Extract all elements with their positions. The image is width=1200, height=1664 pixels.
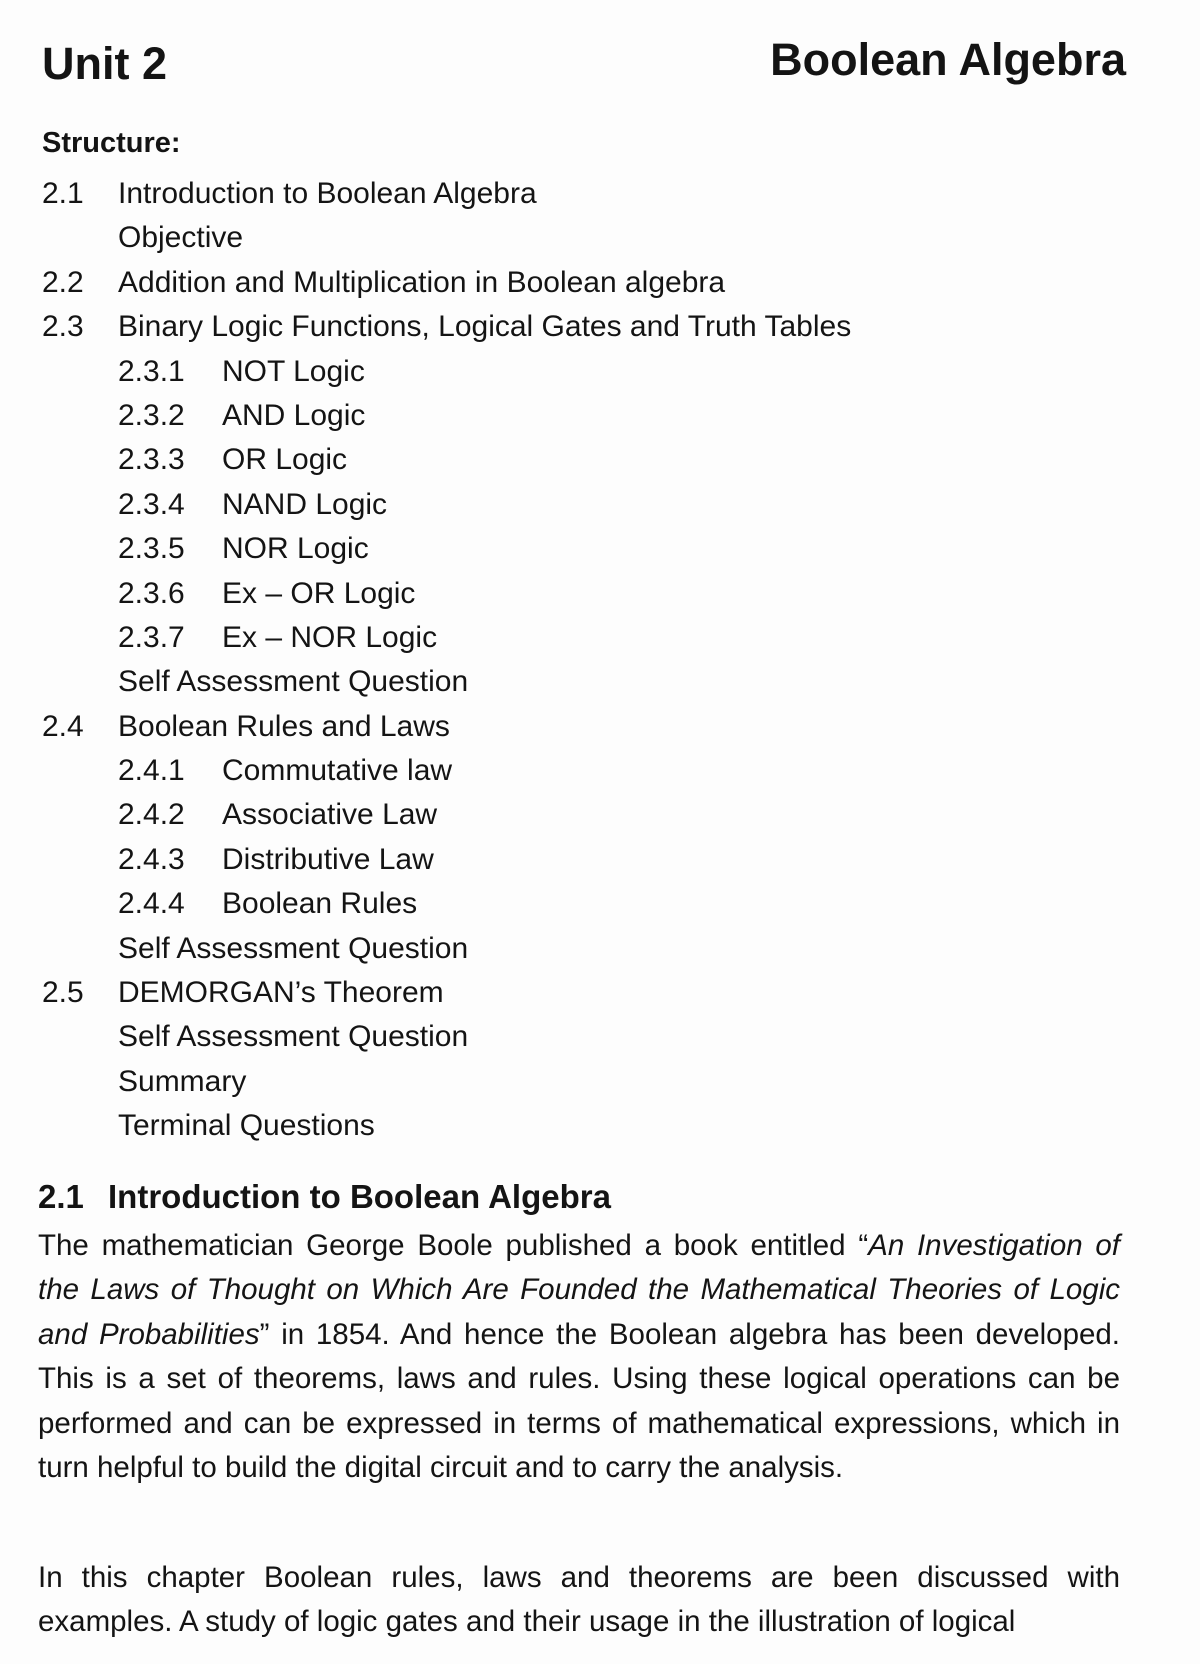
toc-entry-number: 2.3.5 [118, 532, 185, 566]
toc-entry [42, 793, 1042, 837]
structure-heading: Structure: [42, 127, 181, 159]
toc-entry [42, 838, 1042, 882]
toc-entry-number: 2.3.3 [118, 443, 185, 477]
toc-entry [42, 394, 1042, 438]
toc-entry-title: Associative Law [222, 798, 438, 832]
toc-entry-title: Terminal Questions [118, 1109, 375, 1143]
intro-paragraph [38, 1224, 1120, 1490]
unit-label: Unit 2 [42, 38, 168, 89]
toc-entry [42, 438, 1042, 482]
intro-text-after: ” in 1854. And hence the Boolean algebra has been developed. This is a set of theorems, laws and rules. Using these logical operations can be performed and can be expressed in terms of mathematical expressions, which in turn helpful to build the digital circuit and to carry the analysis. [38, 1317, 1120, 1485]
toc-entry-number: 2.4.4 [118, 887, 185, 921]
toc-entry [42, 705, 1042, 749]
toc-entry [42, 216, 1042, 260]
toc-entry-title: Ex – NOR Logic [222, 620, 438, 654]
toc-entry-title: Self Assessment Question [118, 1020, 469, 1054]
toc-entry [42, 1060, 1042, 1104]
section-number: 2.1 [38, 1178, 84, 1215]
toc-entry [42, 616, 1042, 660]
toc-entry-title: Summary [118, 1064, 247, 1098]
toc-entry-title: OR Logic [222, 443, 348, 477]
intro-text-before: The mathematician George Boole published a book entitled “ [38, 1229, 869, 1262]
toc-entry-number: 2.4.3 [118, 842, 185, 876]
toc-entry-title: NOR Logic [222, 532, 369, 566]
toc-entry [42, 305, 1042, 349]
toc-entry-number: 2.3.7 [118, 620, 185, 654]
toc-entry-number: 2.5 [42, 976, 84, 1010]
toc-entry-title: Introduction to Boolean Algebra [118, 177, 537, 210]
toc-entry [42, 1015, 1042, 1059]
toc-entry-title: DEMORGAN’s Theorem [118, 976, 444, 1010]
toc-entry-title: Distributive Law [222, 842, 434, 876]
toc-entry [42, 971, 1042, 1015]
toc-entry-title: Binary Logic Functions, Logical Gates and Truth Tables [118, 310, 852, 344]
structure-outline [42, 128, 1042, 1149]
toc-entry [42, 882, 1042, 926]
section-heading [38, 1178, 611, 1216]
toc-entry [42, 350, 1042, 394]
toc-entry-number: 2.3.1 [118, 354, 185, 388]
toc-entry [42, 749, 1042, 793]
toc-entry-title: Addition and Multiplication in Boolean algebra [118, 265, 726, 299]
toc-entry-number: 2.4.2 [118, 798, 185, 832]
toc-entry-title: Commutative law [222, 754, 453, 788]
toc-entry-title: Boolean Rules [222, 887, 418, 921]
toc-entry [42, 172, 1042, 216]
chapter-title: Boolean Algebra [770, 34, 1126, 85]
toc-entry-title: AND Logic [222, 398, 366, 432]
toc-entry-number: 2.3.4 [118, 487, 185, 521]
toc-entry-number: 2.3.6 [118, 576, 185, 610]
toc-entry-number: 2.4 [42, 709, 84, 743]
chapter-overview-paragraph: In this chapter Boolean rules, laws and theorems are been discussed with examples. A study of logic gates and their usage in the illustration of logical [38, 1561, 1120, 1639]
toc-entry-number: 2.4.1 [118, 754, 185, 788]
toc-entry [42, 927, 1042, 971]
toc-entry-title: Objective [118, 221, 244, 255]
toc-entry [42, 660, 1042, 704]
toc-list [42, 172, 1042, 1149]
toc-entry [42, 261, 1042, 305]
toc-entry [42, 527, 1042, 571]
section-title: Introduction to Boolean Algebra [108, 1178, 611, 1215]
toc-entry-title: NOT Logic [222, 354, 365, 388]
toc-entry-number: 2.3.2 [118, 398, 185, 432]
book-title: An Investigation of the Laws of Thought on Which Are Founded the Mathematical Theories of Logic and Probabilities [38, 1229, 1120, 1351]
toc-entry-number: 2.2 [42, 265, 84, 299]
toc-entry-title: NAND Logic [222, 487, 388, 521]
toc-entry [42, 572, 1042, 616]
toc-entry [42, 483, 1042, 527]
toc-entry-number: 2.1 [42, 177, 84, 210]
toc-entry-title: Self Assessment Question [118, 665, 469, 699]
toc-entry-title: Boolean Rules and Laws [118, 709, 450, 743]
toc-entry-title: Self Assessment Question [118, 931, 469, 965]
toc-entry-number: 2.3 [42, 310, 84, 344]
toc-entry-title: Ex – OR Logic [222, 576, 416, 610]
toc-entry [42, 1104, 1042, 1148]
